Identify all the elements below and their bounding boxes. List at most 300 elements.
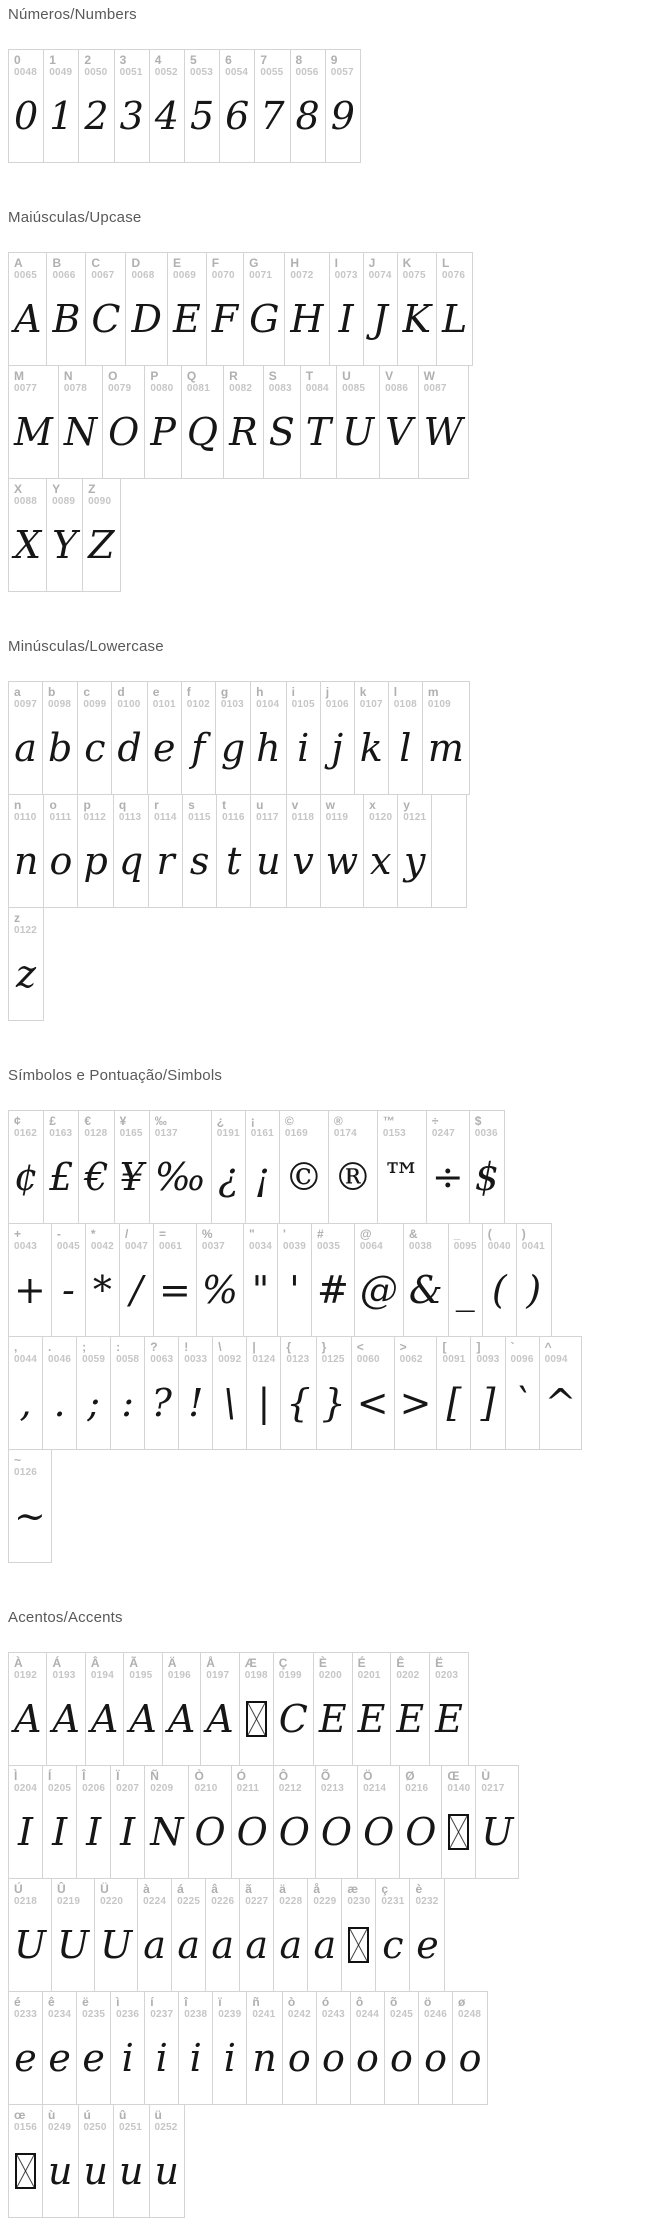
glyph-cell (419, 366, 468, 478)
glyph-cell-code: 0201 (357, 1670, 381, 1681)
glyph-preview: i (297, 725, 310, 770)
glyph-preview: ^ (544, 1380, 577, 1425)
glyph-cell-code: 0238 (184, 2009, 208, 2020)
glyph-preview: ¢ (14, 1154, 39, 1199)
glyph-cell-label: É (357, 1656, 366, 1670)
glyph-cell-code: 0153 (382, 1128, 406, 1139)
glyph-cell (52, 1224, 86, 1336)
glyph-cell-label: Ë (435, 1656, 444, 1670)
glyph-preview: € (84, 1154, 109, 1199)
glyph-cell-label: I (334, 256, 338, 270)
glyph-cell-label: ù (48, 2108, 56, 2122)
glyph-preview: ¿ (218, 1154, 239, 1199)
glyph-cell-label: - (56, 1227, 61, 1241)
glyph-cell-label: Â (90, 1656, 100, 1670)
glyph-preview: g (220, 725, 246, 770)
glyph-cell-code: 0225 (177, 1896, 201, 1907)
glyph-cell (44, 1111, 79, 1223)
glyph-cell (400, 1766, 442, 1878)
glyph-cell (352, 1337, 395, 1449)
glyph-preview: > (399, 1380, 432, 1425)
glyph-cell-label: 6 (225, 53, 232, 67)
glyph-cell-label: K (402, 256, 412, 270)
glyph-cell-label: Õ (320, 1769, 331, 1783)
glyph-preview: ) (526, 1267, 542, 1312)
glyph-cell-code: 0229 (313, 1896, 337, 1907)
glyph-cell (47, 253, 86, 365)
glyph-cell-code: 0242 (287, 2009, 311, 2020)
glyph-cell (115, 1111, 150, 1223)
glyph-cell-label: 9 (330, 53, 338, 67)
glyph-cell-code: 0072 (290, 270, 314, 281)
glyph-cell (9, 1337, 43, 1449)
glyph-cell (330, 253, 364, 365)
glyph-cell (216, 682, 251, 794)
glyph-preview (447, 1795, 470, 1874)
glyph-table-row (8, 1110, 505, 1224)
glyph-preview: ] (480, 1380, 496, 1425)
glyph-cell (79, 2105, 114, 2217)
glyph-cell-label: H (290, 256, 300, 270)
glyph-cell-code: 0235 (82, 2009, 106, 2020)
glyph-cell (437, 1337, 471, 1449)
glyph-cell-code: 0100 (117, 699, 141, 710)
glyph-cell-code: 0156 (14, 2122, 38, 2133)
glyph-cell-label: ã (245, 1882, 252, 1896)
glyph-cell (168, 253, 207, 365)
glyph-cell (114, 795, 149, 907)
glyph-cell (281, 1337, 316, 1449)
glyph-cell-label: ; (82, 1340, 87, 1354)
glyph-cell-label: h (256, 685, 264, 699)
glyph-cell (145, 1337, 179, 1449)
glyph-preview: o (49, 838, 73, 883)
section-rows (8, 1110, 661, 1563)
glyph-cell-code: 0205 (48, 1783, 72, 1794)
glyph-cell (540, 1337, 582, 1449)
glyph-preview: e (14, 2035, 37, 2080)
glyph-preview: C (278, 1696, 308, 1741)
glyph-cell (398, 795, 432, 907)
glyph-preview: x (369, 838, 392, 883)
glyph-table-row (8, 681, 470, 795)
glyph-cell-code: 0088 (14, 496, 38, 507)
glyph-preview: Y (52, 522, 78, 567)
glyph-cell-label: 2 (84, 53, 92, 67)
glyph-preview: i (223, 2035, 236, 2080)
glyph-preview: X (14, 522, 42, 567)
glyph-cell (378, 1111, 427, 1223)
glyph-cell (364, 253, 398, 365)
glyph-cell-code: 0246 (424, 2009, 448, 2020)
glyph-table-row (8, 1449, 52, 1563)
glyph-cell-label: J (368, 256, 376, 270)
glyph-cell-label: ï (218, 1995, 222, 2009)
glyph-cell (44, 795, 78, 907)
glyph-cell-label: 1 (49, 53, 56, 67)
glyph-cell (86, 1653, 124, 1765)
character-map-section (8, 1067, 661, 1563)
glyph-cell-label: Ó (236, 1769, 246, 1783)
glyph-cell-code: 0203 (435, 1670, 459, 1681)
glyph-preview: / (130, 1267, 143, 1312)
glyph-preview: A (167, 1696, 196, 1741)
glyph-cell-code: 0216 (405, 1783, 429, 1794)
glyph-cell-label: € (84, 1114, 92, 1128)
glyph-preview: a (279, 1922, 303, 1967)
glyph-preview: I (86, 1809, 102, 1854)
glyph-cell-label: í (150, 1995, 154, 2009)
glyph-preview: a (313, 1922, 337, 1967)
glyph-cell-label: p (83, 798, 91, 812)
glyph-cell-code: 0049 (49, 67, 73, 78)
glyph-cell-label: g (220, 685, 229, 699)
glyph-preview: U (100, 1922, 133, 1967)
glyph-cell (255, 50, 290, 162)
glyph-cell-label: a (14, 685, 21, 699)
glyph-preview: O (405, 1809, 437, 1854)
glyph-cell-code: 0248 (458, 2009, 482, 2020)
glyph-cell-label: Ô (278, 1769, 289, 1783)
glyph-cell-label: 4 (154, 53, 162, 67)
glyph-cell (43, 1766, 77, 1878)
glyph-preview: q (118, 838, 144, 883)
glyph-preview: 7 (260, 93, 285, 138)
glyph-cell (274, 1766, 316, 1878)
glyph-preview: j (331, 725, 344, 770)
glyph-cell-code: 0073 (334, 270, 358, 281)
glyph-cell (506, 1337, 540, 1449)
glyph-cell-label: é (14, 1995, 21, 2009)
glyph-cell-code: 0087 (423, 383, 447, 394)
glyph-table-row (8, 1765, 519, 1879)
glyph-preview: o (458, 2035, 482, 2080)
glyph-cell-label: À (14, 1656, 23, 1670)
glyph-cell-code: 0226 (211, 1896, 235, 1907)
glyph-cell-code: 0125 (321, 1354, 345, 1365)
glyph-cell (9, 795, 44, 907)
glyph-cell-label: è (415, 1882, 423, 1896)
glyph-cell (145, 366, 182, 478)
glyph-cell (217, 795, 251, 907)
glyph-cell-code: 0227 (245, 1896, 269, 1907)
glyph-cell (52, 1879, 95, 1991)
glyph-cell (77, 1992, 111, 2104)
glyph-cell (9, 1766, 43, 1878)
glyph-cell (9, 1879, 52, 1991)
glyph-preview: k (359, 725, 383, 770)
section-title: Símbolos e Pontuação/Simbols (8, 1067, 223, 1084)
glyph-cell-code: 0196 (167, 1670, 191, 1681)
glyph-cell (179, 1992, 213, 2104)
glyph-cell (251, 682, 286, 794)
glyph-cell-code: 0053 (189, 67, 213, 78)
glyph-cell (183, 795, 217, 907)
glyph-cell-label: 7 (260, 53, 267, 67)
glyph-cell (43, 2105, 78, 2217)
glyph-cell-code: 0116 (222, 812, 245, 823)
glyph-cell (423, 682, 469, 794)
glyph-cell (391, 1653, 430, 1765)
glyph-cell-label: ê (48, 1995, 55, 2009)
glyph-cell (453, 1992, 487, 2104)
glyph-cell (244, 1224, 278, 1336)
glyph-cell (112, 682, 147, 794)
glyph-cell-label: X (14, 482, 23, 496)
glyph-preview: W (423, 409, 463, 454)
glyph-cell-code: 0066 (52, 270, 76, 281)
glyph-cell-code: 0104 (256, 699, 280, 710)
glyph-cell-code: 0245 (389, 2009, 413, 2020)
section-title: Números/Numbers (8, 6, 137, 23)
glyph-preview: 0 (14, 93, 39, 138)
glyph-cell (280, 1111, 329, 1223)
glyph-cell-label: c (83, 685, 91, 699)
glyph-cell (251, 795, 286, 907)
glyph-preview: ™ (382, 1154, 421, 1199)
glyph-cell (358, 1766, 400, 1878)
glyph-cell (103, 366, 145, 478)
glyph-preview: I (120, 1809, 136, 1854)
glyph-cell (77, 1337, 111, 1449)
glyph-cell-label: ñ (252, 1995, 260, 2009)
glyph-preview: p (83, 838, 108, 883)
glyph-cell-label: ô (355, 1995, 364, 2009)
glyph-cell-code: 0089 (52, 496, 76, 507)
glyph-cell-code: 0195 (129, 1670, 153, 1681)
glyph-cell-label: w (325, 798, 335, 812)
glyph-cell (9, 1653, 47, 1765)
glyph-cell-code: 0051 (119, 67, 143, 78)
glyph-preview: T (305, 409, 332, 454)
glyph-cell-code: 0055 (260, 67, 284, 78)
glyph-cell-code: 0200 (318, 1670, 342, 1681)
glyph-preview: U (57, 1922, 90, 1967)
glyph-cell (274, 1653, 314, 1765)
glyph-cell-code: 0204 (14, 1783, 38, 1794)
glyph-cell-label: ì (116, 1995, 120, 2009)
glyph-cell (9, 908, 43, 1020)
glyph-cell-code: 0060 (356, 1354, 380, 1365)
glyph-cell-label: v (291, 798, 299, 812)
glyph-preview: u (119, 2148, 144, 2193)
glyph-cell-code: 0039 (282, 1241, 307, 1252)
glyph-preview: + (14, 1267, 46, 1312)
glyph-cell-code: 0107 (359, 699, 383, 710)
glyph-cell-code: 0081 (186, 383, 210, 394)
glyph-preview: 2 (84, 93, 109, 138)
glyph-cell (287, 682, 321, 794)
glyph-preview: | (257, 1380, 271, 1425)
glyph-cell-label: l (393, 685, 398, 699)
glyph-preview: * (92, 1267, 112, 1312)
glyph-cell-code: 0035 (317, 1241, 341, 1252)
glyph-cell-code: 0117 (256, 812, 279, 823)
glyph-cell-code: 0241 (252, 2009, 276, 2020)
glyph-cell-code: 0091 (442, 1354, 466, 1365)
glyph-cell (9, 479, 47, 591)
glyph-cell-label: Ì (14, 1769, 18, 1783)
glyph-cell (197, 1224, 244, 1336)
glyph-preview: M (14, 409, 53, 454)
glyph-preview: & (408, 1267, 443, 1312)
glyph-cell (9, 50, 44, 162)
glyph-cell-code: 0079 (108, 383, 132, 394)
glyph-cell-label: Ã (129, 1656, 139, 1670)
glyph-cell-code: 0095 (453, 1241, 477, 1252)
glyph-cell-code: 0126 (14, 1467, 38, 1478)
glyph-cell-code: 0212 (278, 1783, 302, 1794)
glyph-preview: u (256, 838, 281, 883)
glyph-cell (9, 1111, 44, 1223)
glyph-cell-code: 0228 (279, 1896, 303, 1907)
glyph-cell-code: 0194 (90, 1670, 114, 1681)
glyph-cell (385, 1992, 419, 2104)
glyph-cell-label: Ï (116, 1769, 120, 1783)
glyph-preview: y (403, 838, 426, 883)
glyph-preview: a (211, 1922, 235, 1967)
glyph-cell (291, 50, 326, 162)
glyph-cell-code: 0243 (321, 2009, 345, 2020)
glyph-preview: @ (359, 1267, 398, 1312)
glyph-cell (86, 1224, 120, 1336)
glyph-cell-label: ' (282, 1227, 286, 1241)
glyph-cell (471, 1337, 505, 1449)
glyph-cell-code: 0061 (158, 1241, 183, 1252)
glyph-cell-label: " (248, 1227, 255, 1241)
glyph-cell-label: B (52, 256, 62, 270)
glyph-cell-label: ü (154, 2108, 162, 2122)
glyph-preview: t (226, 838, 242, 883)
glyph-cell-label: . (48, 1340, 52, 1354)
glyph-cell-label: ~ (14, 1453, 22, 1467)
glyph-preview: n (14, 838, 39, 883)
glyph-preview: I (338, 296, 354, 341)
glyph-cell (9, 1450, 51, 1562)
glyph-cell (182, 682, 216, 794)
glyph-cell (115, 50, 150, 162)
glyph-preview: ® (333, 1154, 372, 1199)
glyph-cell-code: 0058 (116, 1354, 140, 1365)
glyph-cell-label: Œ (447, 1769, 460, 1783)
glyph-cell-label: R (229, 369, 238, 383)
glyph-cell-label: 3 (119, 53, 127, 67)
glyph-cell (145, 1992, 179, 2104)
glyph-cell (154, 1224, 197, 1336)
glyph-cell (189, 1766, 231, 1878)
glyph-cell-label: ë (82, 1995, 89, 2009)
glyph-preview: _ (455, 1267, 475, 1312)
glyph-cell-code: 0202 (396, 1670, 420, 1681)
glyph-preview: 5 (189, 93, 215, 138)
glyph-cell-label: ™ (382, 1114, 395, 1128)
glyph-cell-code: 0056 (295, 67, 319, 78)
glyph-preview: = (158, 1267, 191, 1312)
glyph-cell-label: y (403, 798, 410, 812)
glyph-cell (483, 1224, 517, 1336)
glyph-cell-label: C (91, 256, 101, 270)
glyph-cell (163, 1653, 201, 1765)
glyph-cell (355, 1224, 404, 1336)
glyph-cell-label: ÷ (431, 1114, 439, 1128)
glyph-cell-code: 0161 (250, 1128, 274, 1139)
glyph-cell-label: È (318, 1656, 327, 1670)
glyph-cell (351, 1992, 385, 2104)
glyph-cell (150, 2105, 184, 2217)
glyph-cell-code: 0250 (83, 2122, 107, 2133)
glyph-preview: o (424, 2035, 447, 2080)
glyph-cell (389, 682, 423, 794)
glyph-preview: A (14, 296, 42, 341)
glyph-preview: 3 (119, 93, 144, 138)
glyph-cell-label: e (152, 685, 160, 699)
glyph-cell (44, 50, 79, 162)
glyph-cell (59, 366, 103, 478)
glyph-cell (317, 1992, 351, 2104)
glyph-preview: N (63, 409, 98, 454)
glyph-cell-code: 0085 (342, 383, 366, 394)
glyph-cell (398, 253, 437, 365)
glyph-cell (126, 253, 167, 365)
glyph-preview: h (256, 725, 281, 770)
glyph-cell-label: k (359, 685, 367, 699)
glyph-cell-label: 8 (295, 53, 303, 67)
glyph-cell (78, 795, 113, 907)
character-map (8, 6, 661, 2218)
glyph-cell-code: 0218 (14, 1896, 38, 1907)
glyph-cell (43, 1992, 77, 2104)
glyph-preview (437, 798, 461, 903)
glyph-cell (150, 50, 185, 162)
glyph-preview: l (399, 725, 412, 770)
glyph-cell-label: ! (184, 1340, 189, 1354)
glyph-cell (79, 1111, 114, 1223)
glyph-table-row (8, 365, 469, 479)
glyph-cell-code: 0162 (14, 1128, 38, 1139)
glyph-cell-label: ] (476, 1340, 481, 1354)
glyph-preview: K (402, 296, 432, 341)
glyph-preview: E (172, 296, 201, 341)
glyph-cell-label: D (131, 256, 141, 270)
glyph-cell-label: Ñ (150, 1769, 159, 1783)
glyph-cell (376, 1879, 410, 1991)
glyph-preview: a (14, 725, 37, 770)
glyph-cell-code: 0106 (325, 699, 349, 710)
glyph-cell (114, 2105, 149, 2217)
glyph-table-row (8, 1652, 469, 1766)
glyph-cell-label: d (117, 685, 125, 699)
glyph-cell-code: 0041 (521, 1241, 545, 1252)
glyph-preview: A (14, 1696, 42, 1741)
glyph-cell-label: & (408, 1227, 418, 1241)
glyph-table-row (8, 49, 361, 163)
glyph-cell-label: ‰ (154, 1114, 167, 1128)
glyph-cell-code: 0048 (14, 67, 38, 78)
glyph-cell (224, 366, 264, 478)
glyph-cell-code: 0210 (194, 1783, 218, 1794)
glyph-cell-code: 0084 (305, 383, 329, 394)
glyph-preview: r (156, 838, 175, 883)
glyph-cell-label: ú (83, 2108, 91, 2122)
notdef-box-icon (15, 2153, 36, 2189)
glyph-cell (138, 1879, 172, 1991)
glyph-preview: - (61, 1267, 75, 1312)
glyph-cell (285, 253, 329, 365)
glyph-cell-code: 0113 (118, 812, 142, 823)
glyph-table-row (8, 2104, 185, 2218)
glyph-cell-label: U (342, 369, 351, 383)
glyph-cell (124, 1653, 162, 1765)
